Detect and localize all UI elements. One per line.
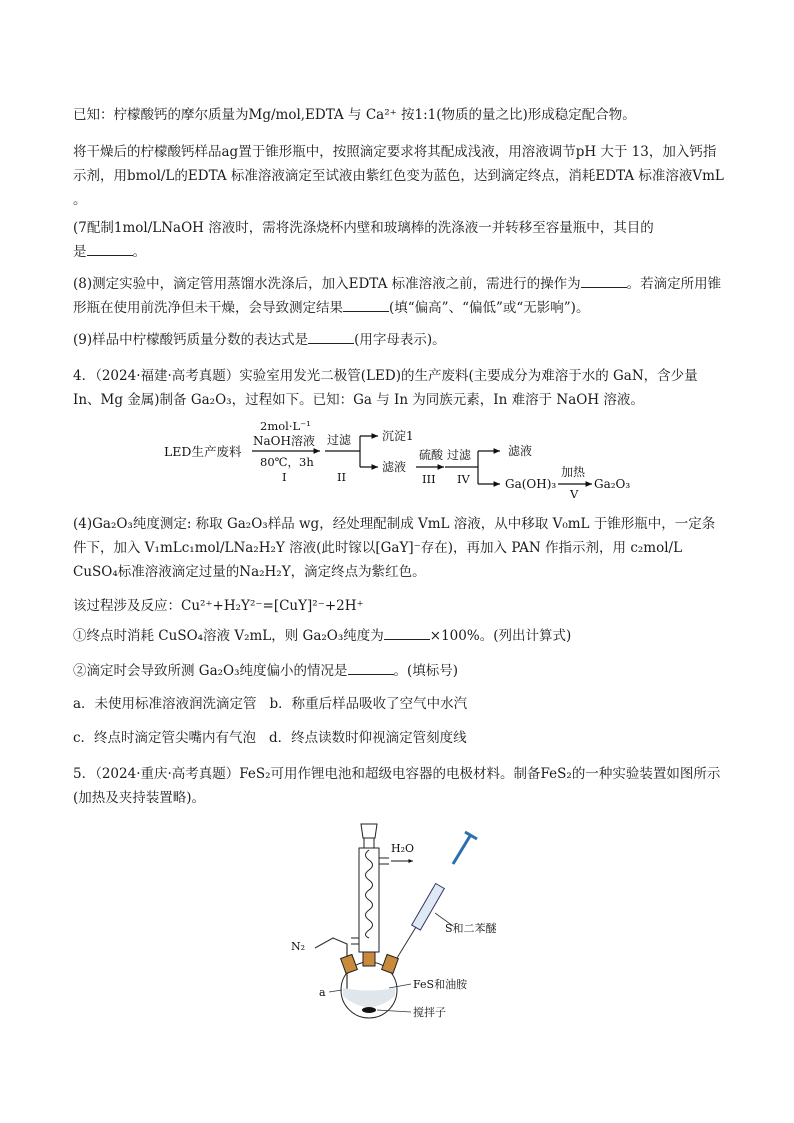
question-4-part-4: (4)Ga₂O₃纯度测定: 称取 Ga₂O₃样品 wg，经处理配制成 VmL 溶液，从中移取 V₀mL 于锥形瓶中，一定条件下，加入 V₁mLc₁mol/LNa₂H₂Y 溶液(此时镓以[GaY]⁻存在)，再加入 PAN 作指示剂，用 c₂mol/L CuSO₄标准溶液滴定过量的Na₂H₂Y，滴定终点为紫红色。 (73, 516, 716, 580)
options-row-ab (73, 692, 725, 716)
q4-1-pre: ①终点时消耗 CuSO₄溶液 V₂mL，则 Ga₂O₃纯度为 (73, 628, 384, 644)
q8-mid: 。若滴定所用锥形瓶在使用前洗净但未干燥，会导致测定结果 (73, 276, 722, 316)
q7-line2-pre: 是 (73, 244, 87, 260)
a-label-line (329, 990, 342, 992)
question-4-intro: 4．（2024·福建·高考真题）实验室用发光二极管(LED)的生产废料(主要成分为难溶于水的 GaN，含少量 In、Mg 金属)制备 Ga₂O₃，过程如下。已知：Ga 与 In 为同族元素，In 难溶于 NaOH 溶液。 (73, 368, 698, 408)
flow-s1-roman: I (282, 470, 287, 484)
flow-product: Ga₂O₃ (594, 477, 631, 491)
flow-s5-roman: V (570, 487, 579, 500)
q9-pre: (9)样品中柠檬酸钙质量分数的表达式是 (73, 332, 309, 348)
flow-s5-top: 加热 (561, 465, 586, 479)
flow-s2-roman: II (337, 470, 347, 484)
answer-blank[interactable] (343, 297, 389, 312)
question-4-2 (73, 659, 725, 683)
answer-blank[interactable] (384, 625, 430, 640)
answer-blank[interactable] (308, 329, 354, 344)
process-flow-diagram (160, 418, 640, 500)
label-h2o: H₂O (391, 842, 415, 855)
question-8 (73, 272, 725, 320)
stir-label-line (377, 1010, 411, 1012)
flow-s1-top2: NaOH溶液 (253, 434, 315, 448)
known-conditions: 已知：柠檬酸钙的摩尔质量为Mg/mol,EDTA 与 Ca²⁺ 按1:1(物质的量之比)形成稳定配合物。 (73, 107, 636, 123)
label-n2: N₂ (291, 940, 306, 953)
answer-blank[interactable] (87, 241, 133, 256)
flow-s4-roman: IV (457, 472, 470, 486)
flow-s4-top: 过滤 (447, 448, 472, 462)
flow-s3-roman: III (422, 472, 436, 486)
label-a: a (319, 986, 326, 999)
flow-filtrate: 滤液 (382, 460, 407, 474)
question-5: 5．（2024·重庆·高考真题）FeS₂可用作锂电池和超级电容器的电极材料。制备FeS₂的一种实验装置如图所示(加热及夹持装置略)。 (73, 766, 721, 806)
reaction-equation: 该过程涉及反应：Cu²⁺+H₂Y²⁻=[CuY]²⁻+2H⁺ (73, 598, 364, 614)
answer-blank[interactable] (348, 660, 394, 675)
flow-filtrate-2: 滤液 (508, 444, 533, 458)
label-stir: 搅拌子 (413, 1006, 446, 1019)
q4-2-pre: ②滴定时会导致所测 Ga₂O₃纯度偏小的情况是 (73, 663, 348, 679)
flask-liquid (343, 988, 395, 1007)
q4-2-post: 。(填标号) (393, 663, 459, 679)
flow-gaoh3: Ga(OH)₃ (505, 477, 557, 491)
q8-post: (填“偏高”、“偏低”或“无影响”)。 (389, 300, 590, 316)
flow-precipitate: 沉淀1 (382, 429, 414, 443)
flow-s3-top: 硫酸 (419, 448, 444, 462)
condenser (351, 824, 389, 952)
label-syringe: S和二苯醚 (445, 922, 497, 935)
q7-line2-post: 。 (132, 244, 146, 260)
question-7 (73, 216, 725, 264)
option-b[interactable]: b．称重后样品吸收了空气中水汽 (269, 696, 468, 712)
question-9 (73, 328, 725, 352)
flow-s1-bottom: 80℃，3h (260, 455, 314, 469)
q9-post: (用字母表示)。 (354, 332, 446, 348)
option-a[interactable]: a．未使用标准溶液润洗滴定管 (73, 696, 257, 712)
procedure-text: 将干燥后的柠檬酸钙样品ag置于锥形瓶中，按照滴定要求将其配成浅液，用溶液调节pH 大于 13，加入钙指示剂，用bmol/L的EDTA 标准溶液滴定至试液由紫红色变为蓝色，达到滴定终点，消耗EDTA 标准溶液VmL 。 (73, 144, 724, 208)
question-4-1 (73, 624, 725, 648)
stir-bar (362, 1007, 376, 1013)
label-fes: FeS和油胺 (413, 978, 468, 991)
fes-label-line (389, 984, 411, 988)
flow-s1-top1: 2mol·L⁻¹ (260, 419, 311, 433)
option-d[interactable]: d．终点读数时仰视滴定管刻度线 (268, 730, 467, 746)
q4-1-post: ×100%。(列出计算式) (429, 628, 572, 644)
flow-s2-top: 过滤 (327, 433, 352, 447)
q7-line1: (7配制1mol/LNaOH 溶液时，需将洗涤烧杯内壁和玻璃棒的洗涤液一并转移至容量瓶中，其目的 (73, 220, 654, 236)
flow-start: LED生产废料 (164, 444, 242, 459)
option-c[interactable]: c．终点时滴定管尖嘴内有气泡 (73, 730, 257, 746)
q8-pre: (8)测定实验中，滴定管用蒸馏水洗涤后，加入EDTA 标准溶液之前，需进行的操作为 (73, 276, 581, 292)
options-row-cd (73, 726, 725, 750)
apparatus-figure (285, 818, 535, 1028)
answer-blank[interactable] (581, 273, 627, 288)
